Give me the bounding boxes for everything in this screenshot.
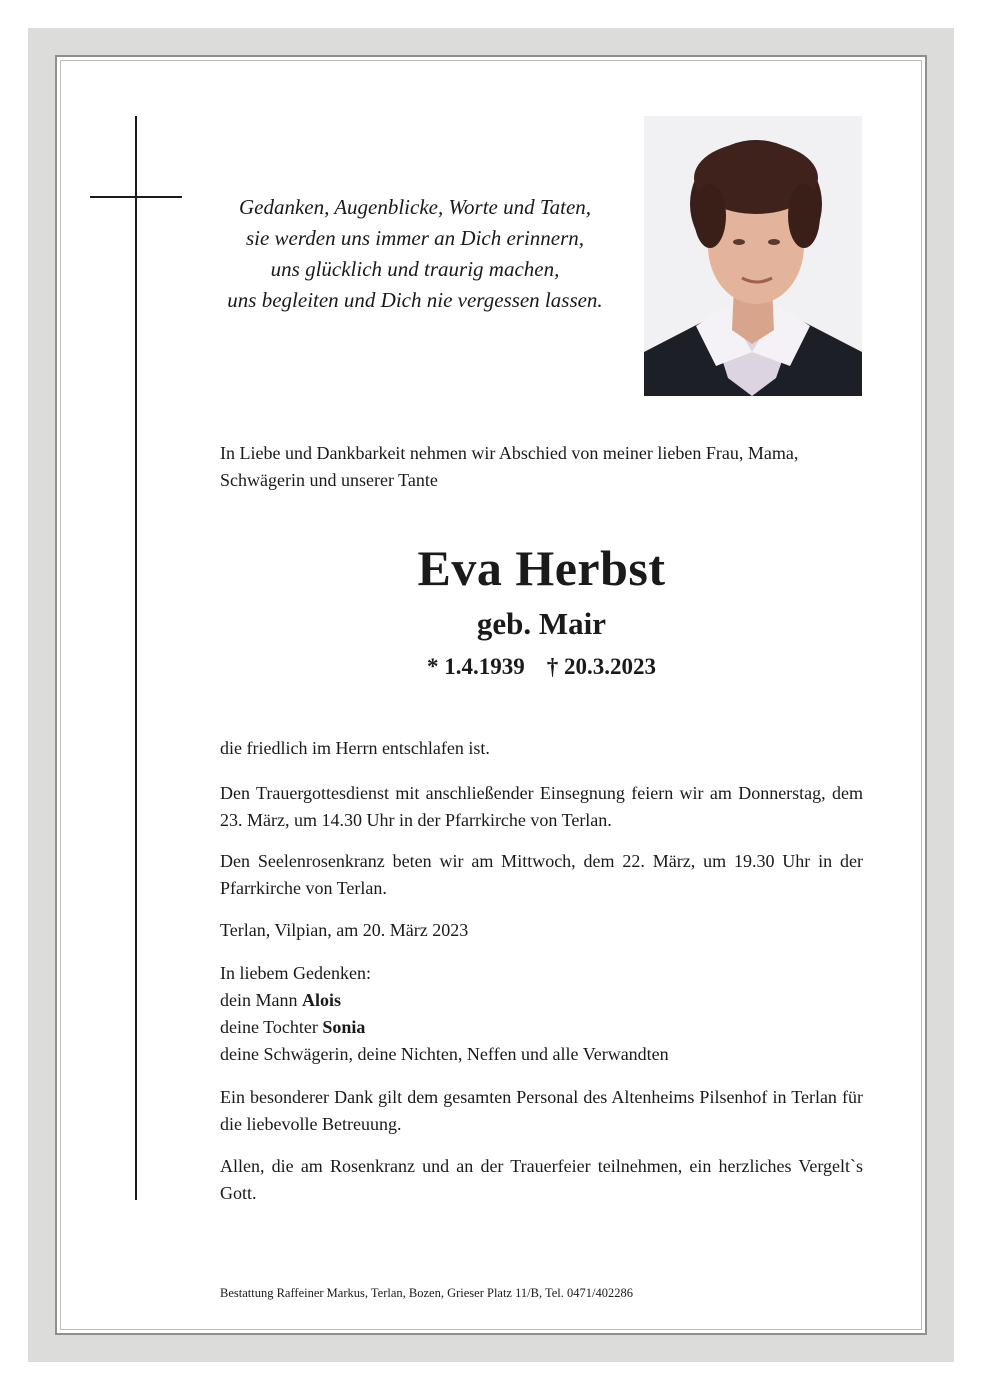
place-date: Terlan, Vilpian, am 20. März 2023 [220,920,469,940]
passed-text: die friedlich im Herrn entschlafen ist. [220,738,490,758]
portrait-photo-icon [644,116,862,396]
birth-date: * 1.4.1939 [427,654,525,679]
mourners-list [220,960,863,1068]
portrait-photo [644,116,862,396]
cross-icon-vertical [135,116,137,1200]
mourner-daughter: deine Tochter Sonia [220,1017,366,1037]
thanks-attendees: Allen, die am Rosenkranz und an der Trauerfeier teilnehmen, ein herzliches Vergelt`s Gott. [220,1156,863,1203]
poem-line: Gedanken, Augenblicke, Worte und Taten, [238,195,592,219]
poem-line: uns glücklich und traurig machen, [270,257,560,281]
death-date: † 20.3.2023 [546,654,656,679]
life-dates [220,650,863,684]
husband-name: Alois [301,990,341,1010]
mourner-relatives: deine Schwägerin, deine Nichten, Neffen und alle Verwandten [220,1044,669,1064]
rosary-text: Den Seelenrosenkranz beten wir am Mittwoch, dem 22. März, um 19.30 Uhr in der Pfarrkirche von Terlan. [220,851,863,898]
daughter-name: Sonia [322,1017,366,1037]
mourners-heading: In liebem Gedenken: [220,963,371,983]
maiden-name: geb. Mair [476,606,607,641]
deceased-name: Eva Herbst [417,540,666,596]
cross-icon-horizontal [90,196,182,198]
funeral-service-text: Den Trauergottesdienst mit anschließender Einsegnung feiern wir am Donnerstag, dem 23. März, um 14.30 Uhr in der Pfarrkirche von Terlan. [220,783,863,830]
poem-line: sie werden uns immer an Dich erinnern, [245,226,585,250]
thanks-staff: Ein besonderer Dank gilt dem gesamten Personal des Altenheims Pilsenhof in Terlan für die liebevolle Betreuung. [220,1087,863,1134]
poem [205,192,625,316]
mourner-husband: dein Mann Alois [220,990,341,1010]
intro-text: In Liebe und Dankbarkeit nehmen wir Abschied von meiner lieben Frau, Mama, Schwägerin und unserer Tante [220,443,799,490]
funeral-home-footer: Bestattung Raffeiner Markus, Terlan, Bozen, Grieser Platz 11/B, Tel. 0471/402286 [220,1286,633,1300]
poem-line: uns begleiten und Dich nie vergessen lassen. [227,288,603,312]
